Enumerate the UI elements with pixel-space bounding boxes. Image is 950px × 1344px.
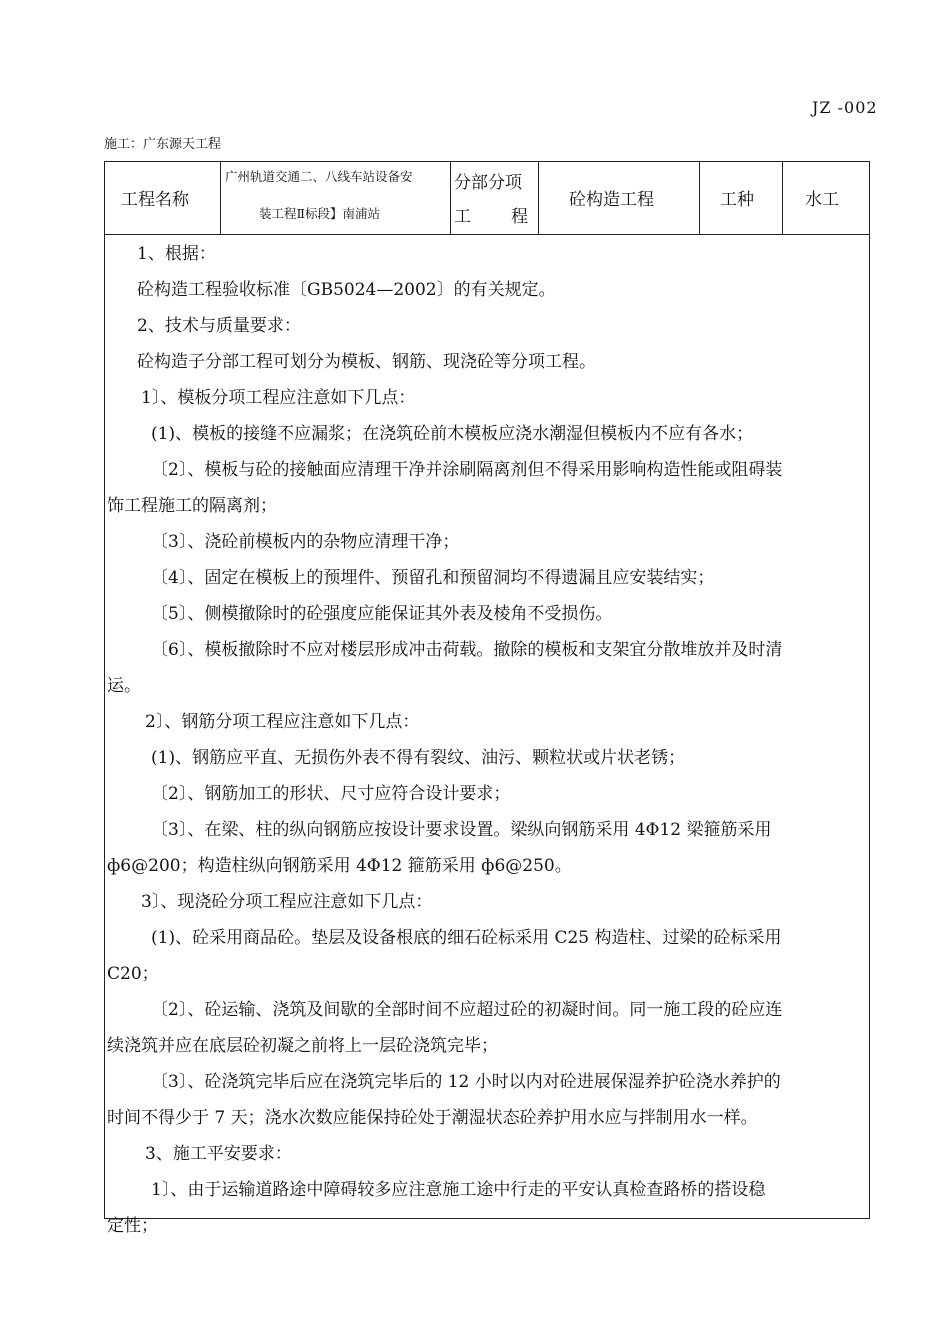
section-1-heading: 1、根据： xyxy=(137,244,216,264)
list-item: (1)、砼采用商品砼。垫层及设备根底的细石砼标采用 C25 构造柱、过梁的砼标采用 xyxy=(151,928,782,948)
list-item: (1)、钢筋应平直、无损伤外表不得有裂纹、油污、颗粒状或片状老锈； xyxy=(151,748,686,768)
list-item-continuation: 时间不得少于 7 天；浇水次数应能保持砼处于潮湿状态砼养护用水应与拌制用水一样。 xyxy=(107,1108,758,1128)
project-name-label-cell xyxy=(105,162,221,234)
division-label-char1: 工 xyxy=(454,207,471,227)
subsection-heading: 2〕、钢筋分项工程应注意如下几点： xyxy=(145,712,420,732)
list-item-continuation: C20； xyxy=(107,964,159,984)
list-item: 1〕、由于运输道路途中障碍较多应注意施工途中行走的平安认真检查路桥的搭设稳 xyxy=(151,1180,766,1200)
trade-value-cell xyxy=(783,162,869,234)
list-item: 〔3〕、浇砼前模板内的杂物应清理干净； xyxy=(151,532,460,552)
project-name-label: 工程名称 xyxy=(121,190,189,210)
trade-value: 水工 xyxy=(805,190,839,210)
section-2-heading: 2、技术与质量要求： xyxy=(137,316,301,336)
list-item: (1)、模板的接缝不应漏浆；在浇筑砼前木模板应浇水潮湿但模板内不应有各水； xyxy=(151,424,754,444)
division-label-line1: 分部分项 xyxy=(454,173,522,193)
list-item: 〔2〕、钢筋加工的形状、尺寸应符合设计要求； xyxy=(151,784,511,804)
header-row xyxy=(105,162,869,235)
subsection-heading: 1〕、模板分项工程应注意如下几点： xyxy=(141,388,416,408)
division-value-cell xyxy=(539,162,700,234)
paragraph: 砼构造子分部工程可划分为模板、钢筋、现浇砼等分项工程。 xyxy=(137,352,596,372)
section-3-heading: 3、施工平安要求： xyxy=(145,1144,292,1164)
list-item: 〔3〕、砼浇筑完毕后应在浇筑完毕后的 12 小时以内对砼进展保湿养护砼浇水养护的 xyxy=(151,1072,781,1092)
division-value: 砼构造工程 xyxy=(569,190,654,210)
trade-label: 工种 xyxy=(720,190,754,210)
paragraph: 砼构造工程验收标准〔GB5024—2002〕的有关规定。 xyxy=(137,280,556,300)
list-item-continuation: ф6@200；构造柱纵向钢筋采用 4Φ12 箍筋采用 ф6@250。 xyxy=(107,856,572,876)
list-item: 〔2〕、砼运输、浇筑及间歇的全部时间不应超过砼的初凝时间。同一施工段的砼应连 xyxy=(151,1000,783,1020)
project-name-line2: 装工程Ⅱ标段】南浦站 xyxy=(259,206,380,221)
disclosure-form xyxy=(104,161,870,1236)
subsection-heading: 3〕、现浇砼分项工程应注意如下几点： xyxy=(141,892,433,912)
division-label-cell xyxy=(451,162,539,234)
project-name-value-cell xyxy=(221,162,451,234)
document-number: JZ -002 xyxy=(812,98,878,117)
list-item: 〔6〕、模板撤除时不应对楼层形成冲击荷载。撤除的模板和支架宜分散堆放并及时清 xyxy=(151,640,783,660)
list-item-continuation: 定性； xyxy=(107,1216,158,1236)
list-item: 〔5〕、侧模撤除时的砼强度应能保证其外表及棱角不受损伤。 xyxy=(151,604,613,624)
list-item-continuation: 续浇筑并应在底层砼初凝之前将上一层砼浇筑完毕； xyxy=(107,1036,498,1056)
list-item: 〔3〕、在梁、柱的纵向钢筋应按设计要求设置。梁纵向钢筋采用 4Φ12 梁箍筋采用 xyxy=(151,820,772,840)
list-item: 〔2〕、模板与砼的接触面应清理干净并涂刷隔离剂但不得采用影响构造性能或阻碍装 xyxy=(151,460,783,480)
list-item: 〔4〕、固定在模板上的预埋件、预留孔和预留洞均不得遗漏且应安装结实； xyxy=(151,568,715,588)
list-item-continuation: 饰工程施工的隔离剂； xyxy=(107,496,277,516)
contractor-label: 施工：广东源天工程 xyxy=(104,137,222,152)
trade-label-cell xyxy=(700,162,783,234)
division-label-char2: 程 xyxy=(511,207,528,227)
project-name-line1: 广州轨道交通二、八线车站设备安 xyxy=(225,169,413,184)
list-item-continuation: 运。 xyxy=(107,676,141,696)
